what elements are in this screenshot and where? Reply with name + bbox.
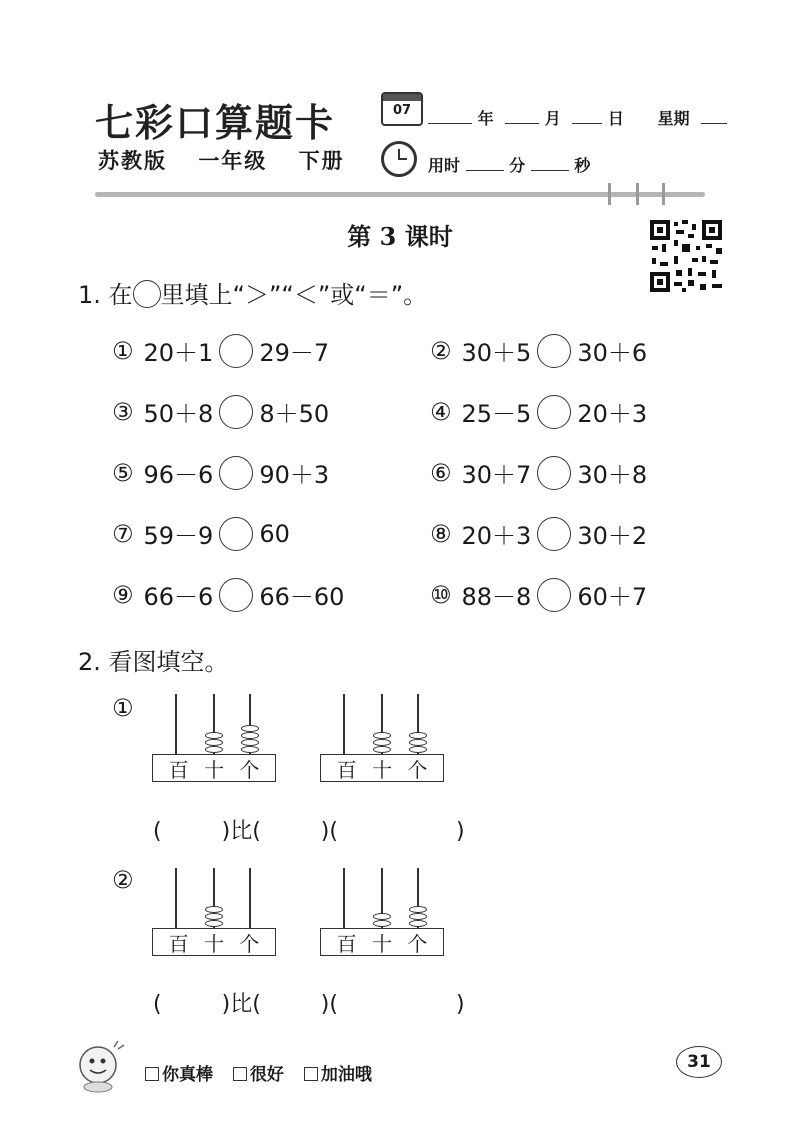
grade-label: 一年级 bbox=[198, 149, 268, 173]
answer-circle[interactable] bbox=[537, 578, 571, 612]
abacus-bead bbox=[205, 913, 223, 920]
abacus-bead bbox=[409, 906, 427, 913]
abacus bbox=[320, 688, 448, 786]
calendar-icon bbox=[381, 92, 423, 126]
q1-item bbox=[430, 394, 647, 429]
answer-circle[interactable] bbox=[537, 334, 571, 368]
abacus bbox=[152, 688, 280, 786]
paren-close: ) bbox=[455, 819, 465, 844]
paren-open: ( bbox=[329, 819, 338, 844]
item-left-expr: 30＋7 bbox=[461, 461, 532, 489]
checkbox-icon[interactable] bbox=[145, 1067, 159, 1081]
abacus-bead bbox=[241, 732, 259, 739]
edition-line bbox=[98, 145, 367, 175]
rating-option[interactable] bbox=[233, 1065, 284, 1085]
abacus-base bbox=[320, 754, 444, 782]
q1-item bbox=[112, 394, 329, 429]
item-right-expr: 30＋2 bbox=[577, 522, 648, 550]
answer-circle[interactable] bbox=[219, 395, 253, 429]
paren-open: ( bbox=[153, 992, 162, 1017]
checkbox-icon[interactable] bbox=[304, 1067, 318, 1081]
item-right-expr: 8＋50 bbox=[259, 400, 330, 428]
item-number: ⑩ bbox=[430, 580, 452, 609]
q2-part-number: ① bbox=[112, 694, 134, 722]
place-value-label: 十 bbox=[203, 931, 224, 956]
minutes-label: 分 bbox=[509, 156, 526, 175]
item-left-expr: 88－8 bbox=[461, 583, 532, 611]
item-left-expr: 50＋8 bbox=[143, 400, 214, 428]
clock-icon bbox=[381, 141, 417, 177]
question-1-prompt bbox=[78, 275, 427, 310]
q1-item bbox=[430, 577, 647, 612]
abacus-rod bbox=[343, 868, 345, 928]
divider-tick bbox=[662, 183, 665, 205]
item-number: ② bbox=[430, 336, 452, 365]
weekday-label: 星期 bbox=[657, 109, 690, 128]
place-value-label: 个 bbox=[239, 757, 260, 782]
q1-suffix: 里填上“＞”“＜”或“＝”。 bbox=[160, 281, 428, 309]
place-value-label: 百 bbox=[168, 757, 189, 782]
paren-close: ) bbox=[221, 992, 231, 1017]
circle-symbol-icon bbox=[133, 280, 161, 308]
abacus-bead bbox=[205, 746, 223, 753]
rating-label: 很好 bbox=[249, 1065, 284, 1085]
minutes-blank[interactable] bbox=[466, 169, 504, 171]
abacus-base bbox=[320, 928, 444, 956]
self-rating bbox=[145, 1060, 386, 1085]
item-right-expr: 90＋3 bbox=[259, 461, 330, 489]
time-line bbox=[428, 153, 590, 176]
q1-item bbox=[112, 455, 329, 490]
year-label: 年 bbox=[477, 109, 494, 128]
item-right-expr: 29－7 bbox=[259, 339, 330, 367]
item-left-expr: 96－6 bbox=[143, 461, 214, 489]
paren-close: ) bbox=[320, 819, 330, 844]
abacus-bead bbox=[409, 739, 427, 746]
item-left-expr: 20＋1 bbox=[143, 339, 214, 367]
abacus-bead bbox=[373, 739, 391, 746]
rating-label: 你真棒 bbox=[162, 1065, 213, 1085]
abacus-bead bbox=[241, 725, 259, 732]
q1-prefix: 1. 在 bbox=[78, 281, 133, 309]
abacus-bead bbox=[409, 913, 427, 920]
year-blank[interactable] bbox=[428, 122, 472, 124]
item-number: ⑨ bbox=[112, 580, 134, 609]
paren-open: ( bbox=[329, 992, 338, 1017]
divider-tick bbox=[608, 183, 611, 205]
q2-part-number: ② bbox=[112, 866, 134, 894]
place-value-label: 十 bbox=[371, 757, 392, 782]
paren-open: ( bbox=[252, 819, 261, 844]
paren-close: ) bbox=[221, 819, 231, 844]
abacus-rod bbox=[343, 694, 345, 754]
place-value-label: 百 bbox=[336, 931, 357, 956]
divider-tick bbox=[636, 183, 639, 205]
compare-word: 比 bbox=[230, 992, 253, 1017]
paren-close: ) bbox=[455, 992, 465, 1017]
answer-circle[interactable] bbox=[537, 456, 571, 490]
abacus-base bbox=[152, 754, 276, 782]
q1-item bbox=[112, 577, 344, 612]
place-value-label: 百 bbox=[168, 931, 189, 956]
paren-open: ( bbox=[252, 992, 261, 1017]
month-blank[interactable] bbox=[505, 122, 539, 124]
answer-row bbox=[153, 987, 465, 1018]
header-divider bbox=[95, 192, 705, 197]
abacus-rod bbox=[249, 868, 251, 928]
abacus-rod bbox=[175, 694, 177, 754]
item-right-expr: 30＋6 bbox=[577, 339, 648, 367]
item-right-expr: 60 bbox=[259, 519, 290, 548]
abacus-bead bbox=[373, 746, 391, 753]
place-value-label: 十 bbox=[371, 931, 392, 956]
checkbox-icon[interactable] bbox=[233, 1067, 247, 1081]
abacus-bead bbox=[205, 732, 223, 739]
place-value-label: 百 bbox=[336, 757, 357, 782]
item-number: ① bbox=[112, 336, 134, 365]
abacus-bead bbox=[205, 920, 223, 927]
abacus-bead bbox=[409, 732, 427, 739]
compare-word: 比 bbox=[230, 819, 253, 844]
abacus-bead bbox=[205, 906, 223, 913]
abacus-bead bbox=[373, 920, 391, 927]
abacus-base bbox=[152, 928, 276, 956]
abacus bbox=[152, 862, 280, 960]
abacus-bead bbox=[409, 920, 427, 927]
time-label: 用时 bbox=[428, 156, 461, 175]
place-value-label: 个 bbox=[407, 931, 428, 956]
mascot-icon bbox=[70, 1035, 130, 1095]
seconds-label: 秒 bbox=[574, 156, 591, 175]
item-right-expr: 60＋7 bbox=[577, 583, 648, 611]
place-value-label: 个 bbox=[407, 757, 428, 782]
paren-close: ) bbox=[320, 992, 330, 1017]
answer-circle[interactable] bbox=[219, 578, 253, 612]
item-left-expr: 25－5 bbox=[461, 400, 532, 428]
item-number: ⑤ bbox=[112, 458, 134, 487]
abacus-bead bbox=[241, 739, 259, 746]
answer-circle[interactable] bbox=[219, 334, 253, 368]
item-right-expr: 66－60 bbox=[259, 583, 345, 611]
item-right-expr: 30＋8 bbox=[577, 461, 648, 489]
question-2-prompt: 2. 看图填空。 bbox=[78, 648, 229, 676]
abacus-bead bbox=[373, 913, 391, 920]
page-number: 31 bbox=[676, 1046, 722, 1078]
item-number: ④ bbox=[430, 397, 452, 426]
date-line bbox=[428, 106, 727, 129]
rating-option[interactable] bbox=[304, 1065, 372, 1085]
day-label: 日 bbox=[607, 109, 624, 128]
answer-circle[interactable] bbox=[537, 517, 571, 551]
abacus-bead bbox=[205, 739, 223, 746]
item-number: ③ bbox=[112, 397, 134, 426]
volume-label: 下册 bbox=[298, 149, 345, 173]
item-left-expr: 59－9 bbox=[143, 522, 214, 550]
month-label: 月 bbox=[544, 109, 561, 128]
item-number: ⑥ bbox=[430, 458, 452, 487]
paren-open: ( bbox=[153, 819, 162, 844]
q1-item bbox=[430, 455, 647, 490]
calendar-number: 07 bbox=[392, 103, 412, 118]
abacus-bead bbox=[241, 746, 259, 753]
abacus-bead bbox=[373, 732, 391, 739]
answer-circle[interactable] bbox=[537, 395, 571, 429]
place-value-label: 十 bbox=[203, 757, 224, 782]
abacus bbox=[320, 862, 448, 960]
item-number: ⑧ bbox=[430, 519, 452, 548]
item-left-expr: 30＋5 bbox=[461, 339, 532, 367]
lesson-title: 第 3 课时 bbox=[347, 222, 453, 251]
rating-label: 加油哦 bbox=[320, 1065, 372, 1085]
item-left-expr: 20＋3 bbox=[461, 522, 532, 550]
q1-item bbox=[430, 516, 647, 551]
answer-circle[interactable] bbox=[219, 456, 253, 490]
rating-option[interactable] bbox=[145, 1065, 213, 1085]
item-number: ⑦ bbox=[112, 519, 134, 548]
answer-row bbox=[153, 814, 465, 845]
q1-item bbox=[112, 333, 329, 368]
seconds-blank[interactable] bbox=[531, 169, 569, 171]
edition-label: 苏教版 bbox=[98, 149, 167, 173]
item-left-expr: 66－6 bbox=[143, 583, 214, 611]
weekday-blank[interactable] bbox=[701, 122, 727, 124]
abacus-rod bbox=[175, 868, 177, 928]
q1-item bbox=[112, 516, 290, 551]
abacus-bead bbox=[409, 746, 427, 753]
item-right-expr: 20＋3 bbox=[577, 400, 648, 428]
q1-item bbox=[430, 333, 647, 368]
logo-title: 七彩口算题卡 bbox=[95, 100, 336, 145]
day-blank[interactable] bbox=[572, 122, 602, 124]
answer-circle[interactable] bbox=[219, 517, 253, 551]
place-value-label: 个 bbox=[239, 931, 260, 956]
